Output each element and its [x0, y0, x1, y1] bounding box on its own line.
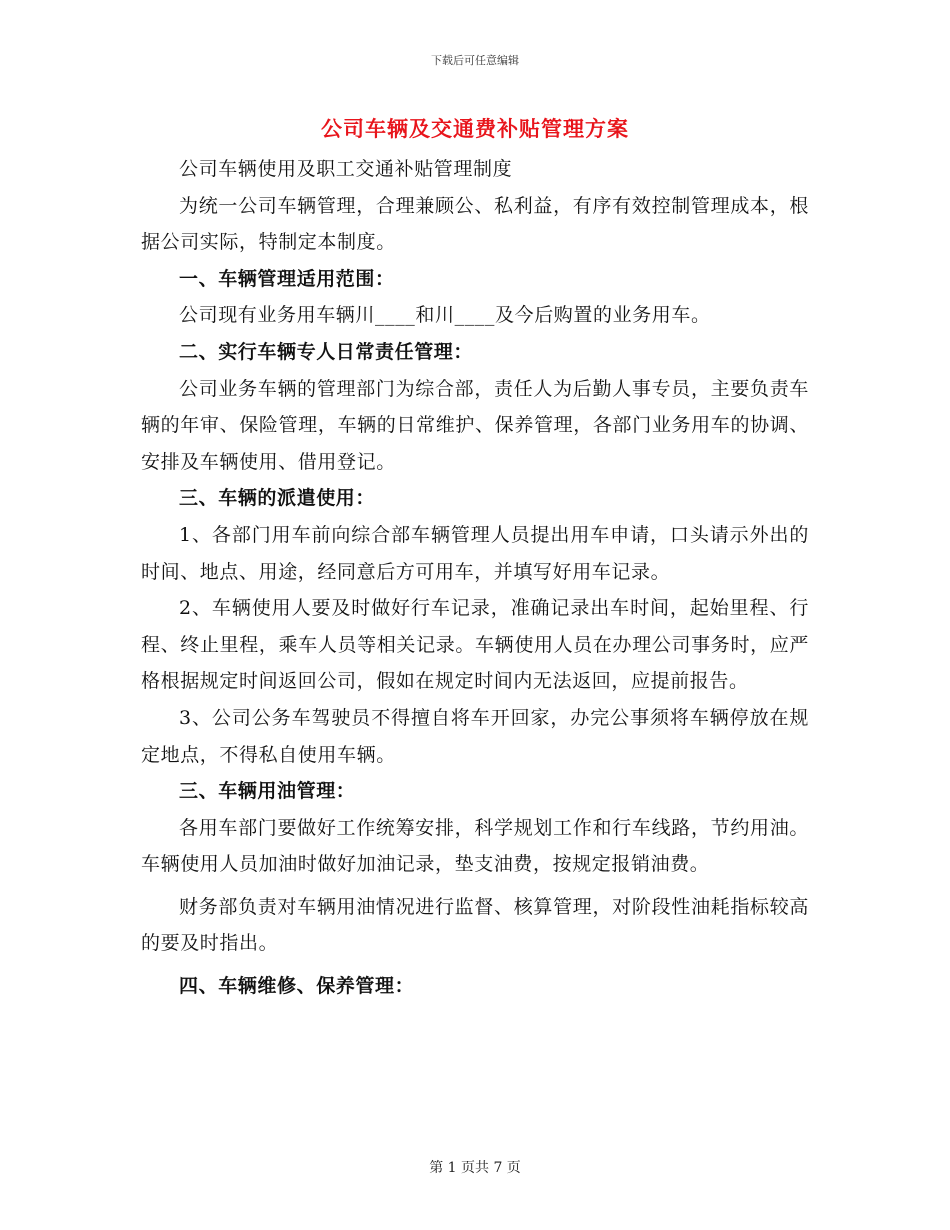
paragraph: 公司业务车辆的管理部门为综合部，责任人为后勤人事专员，主要负责车辆的年审、保险管理，车辆的日常维护、保养管理，各部门业务用车的协调、安排及车辆使用、借用登记。 — [141, 377, 809, 473]
section-heading: 三、车辆用油管理： — [179, 780, 356, 803]
section-heading: 二、实行车辆专人日常责任管理： — [179, 340, 474, 363]
paragraph: 各用车部门要做好工作统筹安排，科学规划工作和行车线路，节约用油。车辆使用人员加油时做好加油记录，垫支油费，按规定报销油费。 — [141, 816, 809, 876]
paragraph: 公司现有业务用车辆川____和川____及今后购置的业务用车。 — [179, 304, 711, 327]
paragraph: 财务部负责对车辆用油情况进行监督、核算管理，对阶段性油耗指标较高的要及时指出。 — [141, 895, 809, 955]
document-body — [141, 151, 809, 1005]
paragraph: 3、公司公务车驾驶员不得擅自将车开回家，办完公事须将车辆停放在规定地点，不得私自使用车辆。 — [141, 706, 809, 766]
paragraph: 为统一公司车辆管理，合理兼顾公、私利益，有序有效控制管理成本，根据公司实际，特制定本制度。 — [141, 194, 809, 254]
paragraph-subtitle: 公司车辆使用及职工交通补贴管理制度 — [179, 158, 513, 180]
paragraph: 2、车辆使用人要及时做好行车记录，准确记录出车时间，起始里程、行程、终止里程，乘车人员等相关记录。车辆使用人员在办理公司事务时，应严格根据规定时间返回公司，假如在规定时间内无法返回，应提前报告。 — [141, 597, 809, 693]
section-heading: 三、车辆的派遣使用： — [179, 487, 376, 510]
header-note: 下载后可任意编辑 — [431, 54, 519, 67]
document-title: 公司车辆及交通费补贴管理方案 — [321, 116, 629, 141]
paragraph: 1、各部门用车前向综合部车辆管理人员提出用车申请，口头请示外出的时间、地点、用途，经同意后方可用车，并填写好用车记录。 — [141, 523, 809, 583]
section-heading: 一、车辆管理适用范围： — [179, 267, 395, 290]
page-footer: 第 1 页共 7 页 — [429, 1160, 521, 1176]
section-heading: 四、车辆维修、保养管理： — [179, 975, 415, 998]
